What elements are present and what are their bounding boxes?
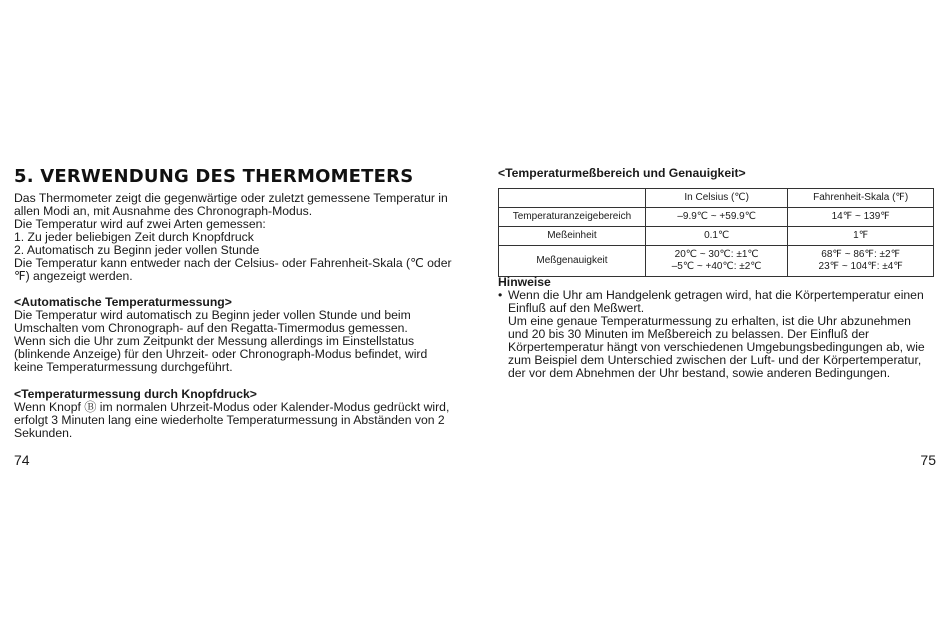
table-header-fahrenheit: Fahrenheit-Skala (℉): [788, 189, 934, 208]
temperature-spec-table: [498, 188, 934, 277]
auto-measurement-section: [14, 296, 454, 374]
note-paragraph: Um eine genaue Temperaturmessung zu erhalten, ist die Uhr abzunehmen und 20 bis 30 Minuten im Meßbereich zu belassen. Der Einfluß der Körpertemperatur hängt von verschiedenen Umgebungsbedingungen ab, wie zum Beispiel dem Unterschied zwischen der Luft- und der Körpertemperatur, der vor dem Abnehmen der Uhr bestand, sowie anderen Bedingungen.: [508, 314, 925, 380]
right-page: [498, 0, 936, 619]
auto-measurement-paragraph: Die Temperatur wird automatisch zu Beginn jeder vollen Stunde und beim Umschalten vom Chronograph- auf den Regatta-Timermodus gemessen.: [14, 308, 411, 335]
table-header-celsius: In Celsius (℃): [645, 189, 788, 208]
manual-measurement-heading: <Temperaturmessung durch Knopfdruck>: [14, 387, 257, 401]
intro-paragraph: Die Temperatur kann entweder nach der Celsius- oder Fahrenheit-Skala (℃ oder ℉) angezeigt werden.: [14, 256, 452, 283]
notes-section: [498, 276, 934, 380]
manual-measurement-paragraph: Wenn Knopf Ⓑ im normalen Uhrzeit-Modus oder Kalender-Modus gedrückt wird, erfolgt 3 Minuten lang eine wiederholte Temperaturmessung in Abständen von 2 Sekunden.: [14, 400, 450, 440]
row-label: Temperaturanzeigebereich: [499, 208, 646, 227]
fahrenheit-cell: 1℉: [788, 227, 934, 246]
intro-list-item: 1. Zu jeder beliebigen Zeit durch Knopfdruck: [14, 230, 254, 244]
auto-measurement-heading: <Automatische Temperaturmessung>: [14, 295, 232, 309]
fahrenheit-line: 68℉ ~ 86℉: ±2℉: [821, 249, 901, 260]
fahrenheit-line: 23℉ ~ 104℉: ±4℉: [818, 261, 903, 272]
intro-list-item: 2. Automatisch zu Beginn jeder vollen Stunde: [14, 243, 260, 257]
celsius-line: –5℃ ~ +40℃: ±2℃: [671, 261, 762, 272]
celsius-cell: –9.9℃ ~ +59.9℃: [645, 208, 788, 227]
note-item: [498, 289, 934, 380]
table-heading: <Temperaturmeßbereich und Genauigkeit>: [498, 166, 746, 180]
table-row: [499, 208, 934, 227]
celsius-cell: 0.1℃: [645, 227, 788, 246]
note-text: [508, 289, 934, 380]
left-page: [14, 0, 454, 619]
note-paragraph: Wenn die Uhr am Handgelenk getragen wird, hat die Körpertemperatur einen Einfluß auf den Meßwert.: [508, 288, 924, 315]
row-label: Meßgenauigkeit: [499, 246, 646, 277]
row-label: Meßeinheit: [499, 227, 646, 246]
intro-text: [14, 192, 454, 283]
manual-measurement-section: [14, 388, 454, 440]
table-header-empty: [499, 189, 646, 208]
intro-paragraph: Die Temperatur wird auf zwei Arten gemessen:: [14, 217, 266, 231]
bullet-marker: •: [498, 288, 503, 302]
page-number-left: 74: [14, 452, 30, 468]
fahrenheit-cell: 14℉ ~ 139℉: [788, 208, 934, 227]
intro-paragraph: Das Thermometer zeigt die gegenwärtige oder zuletzt gemessene Temperatur in allen Modi an, mit Ausnahme des Chronograph-Modus.: [14, 191, 448, 218]
fahrenheit-cell: [788, 246, 934, 277]
auto-measurement-paragraph: Wenn sich die Uhr zum Zeitpunkt der Messung allerdings im Einstellstatus (blinkende Anzeige) für den Uhrzeit- oder Chronograph-Modus befindet, wird keine Temperaturmessung durchgeführt.: [14, 334, 428, 374]
table-row: [499, 227, 934, 246]
section-title: 5. VERWENDUNG DES THERMOMETERS: [14, 166, 414, 187]
celsius-line: 20℃ ~ 30℃: ±1℃: [674, 249, 759, 260]
table-row: [499, 246, 934, 277]
page-number-right: 75: [920, 452, 936, 468]
table-header-row: [499, 189, 934, 208]
celsius-cell: [645, 246, 788, 277]
notes-heading: Hinweise: [498, 275, 551, 289]
